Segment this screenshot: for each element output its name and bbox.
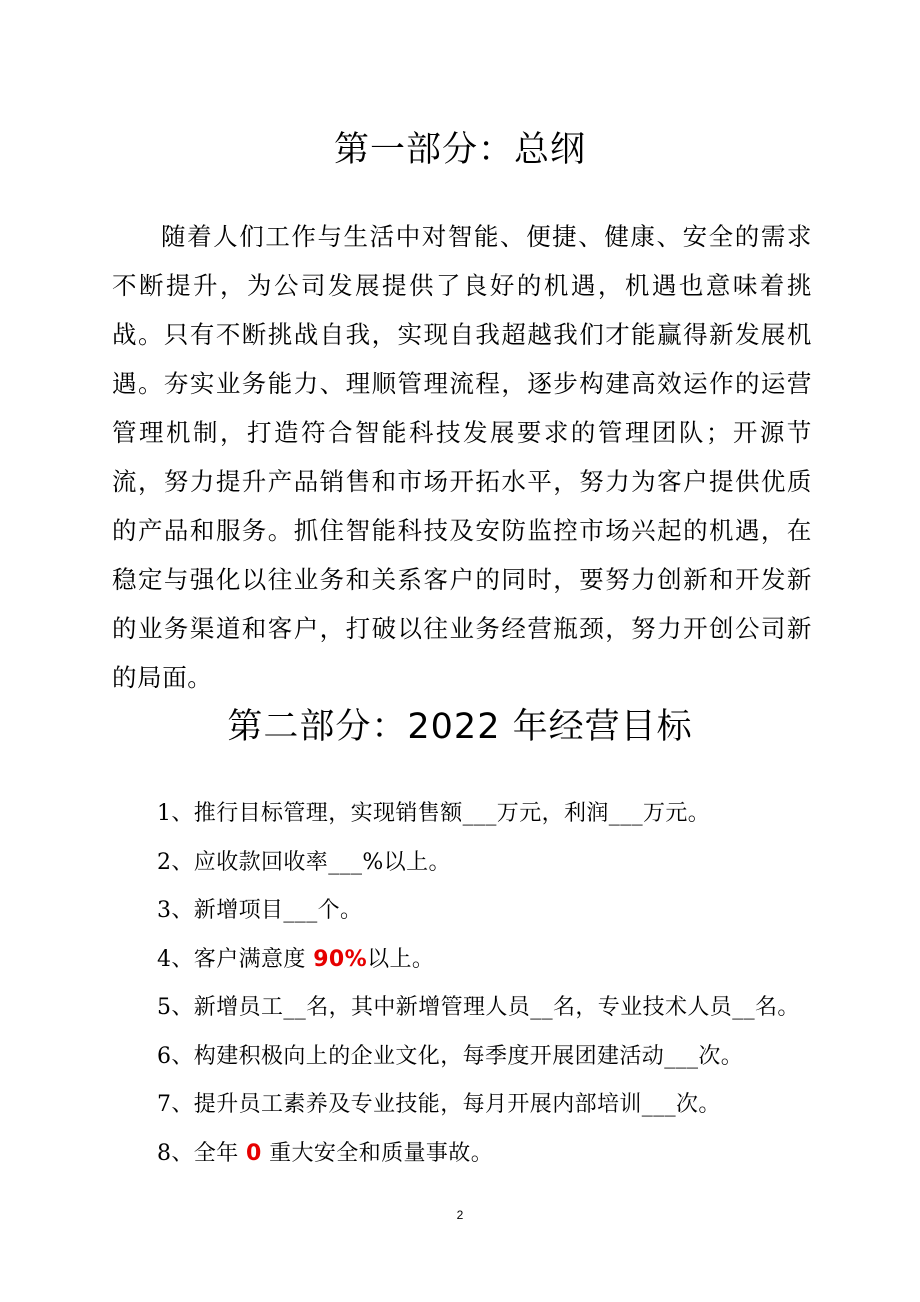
goal-item-4 — [157, 936, 857, 985]
goal-item-8-prefix: 8、全年 — [157, 1140, 246, 1166]
section-1-title: 第一部分：总纲 — [333, 130, 586, 170]
goal-item-4-suffix: 以上。 — [367, 946, 435, 972]
goal-item-8-suffix: 重大安全和质量事故。 — [261, 1140, 494, 1166]
section-2-title: 第二部分：2022 年经营目标 — [227, 707, 693, 747]
goal-item-1: 1、推行目标管理，实现销售额___万元，利润___万元。 — [157, 801, 711, 826]
goal-item-6: 6、构建积极向上的企业文化，每季度开展团建活动___次。 — [157, 1043, 744, 1069]
goal-item-7: 7、提升员工素养及专业技能，每月开展内部培训___次。 — [157, 1092, 721, 1117]
goal-item-3: 3、新增项目___个。 — [157, 898, 363, 923]
goal-item-2: 2、应收款回收率___%以上。 — [157, 849, 451, 875]
goal-item-8-highlight: 0 — [246, 1140, 262, 1166]
goal-item-4-highlight: 90% — [313, 946, 368, 972]
goal-item-8 — [157, 1130, 857, 1179]
section-1-body: 随着人们工作与生活中对智能、便捷、健康、安全的需求不断提升，为公司发展提供了良好的机遇，机遇也意味着挑战。只有不断挑战自我，实现自我超越我们才能赢得新发展机遇。夯实业务能力、理顺管理流程，逐步构建高效运作的运营管理机制，打造符合智能科技发展要求的管理团队；开源节流，努力提升产品销售和市场开拓水平，努力为客户提供优质的产品和服务。抓住智能科技及安防监控市场兴起的机遇，在稳定与强化以往业务和关系客户的同时，要努力创新和开发新的业务渠道和客户，打破以往业务经营瓶颈，努力开创公司新的局面。 — [112, 222, 812, 692]
page-number: 2 — [456, 1208, 464, 1222]
goal-item-4-prefix: 4、客户满意度 — [157, 946, 314, 972]
goal-item-5: 5、新增员工__名，其中新增管理人员__名，专业技术人员__名。 — [157, 995, 800, 1020]
goals-list — [157, 790, 857, 1178]
